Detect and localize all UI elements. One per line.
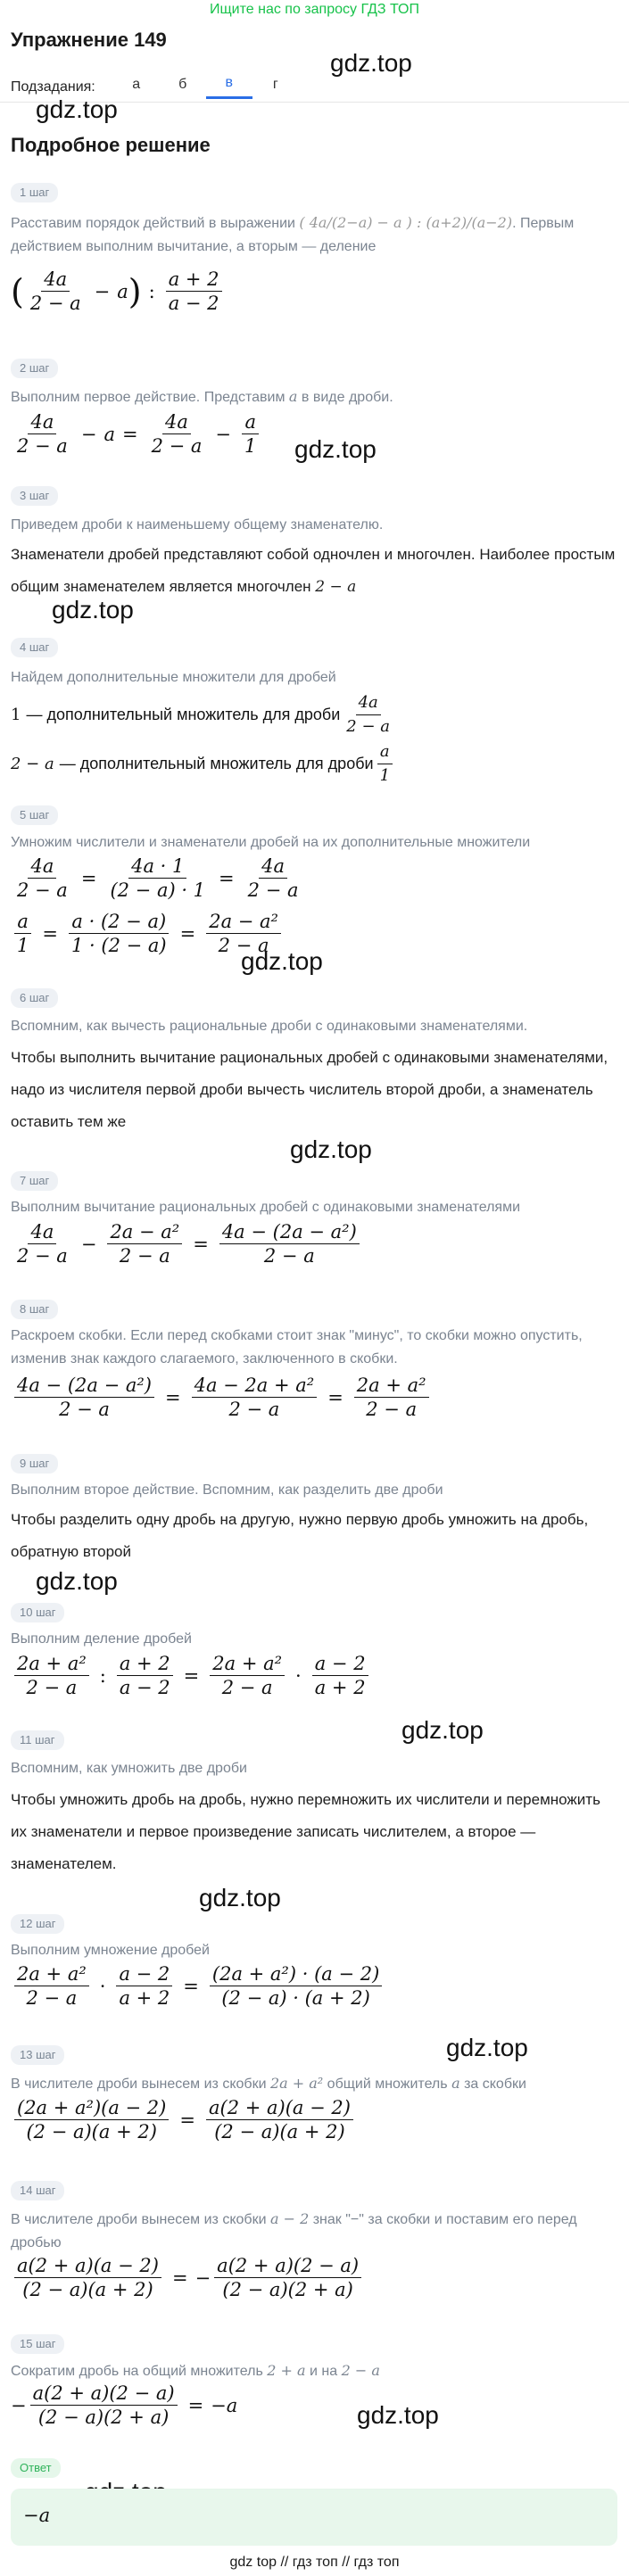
step-badge: 14 шаг (11, 2181, 64, 2200)
step-text: Раскроем скобки. Если перед скобками стоит знак "минус", то скобки можно опустить, изменив знак каждого слагаемого, заключенного в скобки. (11, 1328, 583, 1366)
step5-line2: $\frac{a}{1}$ = $\frac{a \cdot (2 - a)}{1 \cdot (2 - a)}$ = $\frac{\text{2a − a²}}{2 - a}$ (11, 910, 285, 957)
step4-line1: 1 — дополнительный множитель для дроби $\frac{4a}{2 - a}$ (11, 693, 391, 736)
step2-expression: $\frac{4a}{2 - a}$ − a = $\frac{4a}{2 - a}$ − $\frac{a}{1}$ (11, 410, 262, 458)
answer-badge: Ответ (11, 2458, 61, 2478)
watermark: gdz.top (330, 49, 412, 77)
tab-b[interactable]: б (178, 76, 187, 92)
tab-a[interactable]: а (132, 76, 141, 92)
step15-expression: − $\frac{a(2 + a)(2 - a)}{(2 - a)(2 + a)}$ = −a (11, 2382, 238, 2428)
watermark: gdz.top (36, 95, 118, 123)
watermark: gdz.top (199, 1884, 281, 1911)
step-badge: 9 шаг (11, 1454, 58, 1474)
answer-value: −a (23, 2505, 51, 2526)
step-badge: 12 шаг (11, 1914, 64, 1934)
step-badge: 10 шаг (11, 1603, 64, 1622)
step-badge: 7 шаг (11, 1171, 58, 1191)
step-text: Умножим числители и знаменатели дробей на их дополнительные множители (11, 835, 531, 850)
promo-banner[interactable]: Ищите нас по запросу ГДЗ ТОП (210, 2, 419, 17)
step-text: Вспомним, как вычесть рациональные дроби с одинаковыми знаменателями. (11, 1019, 528, 1034)
step-text: Выполним умножение дробей (11, 1943, 210, 1958)
footer-link-gdz-top-ru-2[interactable]: гдз топ (353, 2555, 400, 2570)
footer-link-gdz-top[interactable]: gdz top (229, 2555, 277, 2570)
step-badge: 6 шаг (11, 988, 58, 1008)
step-badge: 2 шаг (11, 359, 58, 378)
step-text: Выполним первое действие. Представим a в виде дроби. (11, 388, 393, 405)
step-badge: 4 шаг (11, 638, 58, 657)
step-text: Выполним второе действие. Вспомним, как разделить две дроби (11, 1482, 443, 1498)
step8-expression: $\frac{\text{4a − (2a − a²)}}{2 - a}$ = $\frac{\text{4a − 2a + a²}}{2 - a}$ = $\frac{\text{2a + a²}}{2 - a}$ (11, 1374, 433, 1421)
step-text: В числителе дроби вынесем из скобки a − 2 знак "−" за скобки и поставим его перед дробью (11, 2210, 577, 2250)
step-badge: 1 шаг (11, 183, 58, 202)
step-badge: 5 шаг (11, 805, 58, 825)
step-text: В числителе дроби вынесем из скобки 2a + a² общий множитель a за скобки (11, 2075, 526, 2092)
step5-line1: $\frac{4a}{2 - a}$ = $\frac{4a \cdot 1}{(2 - a) \cdot 1}$ = $\frac{4a}{2 - a}$ (17, 855, 299, 901)
watermark: gdz.top (36, 1567, 118, 1595)
step-text: Сократим дробь на общий множитель 2 + a и на 2 − a (11, 2362, 380, 2379)
step-badge: 11 шаг (11, 1730, 64, 1750)
step-text: Выполним вычитание рациональных дробей с одинаковыми знаменателями (11, 1200, 521, 1215)
step-text: Расставим порядок действий в выражении ( 4a/(2−a) − a ) : (a+2)/(a−2). Первым действием выполним вычитание, а вторым — деление (11, 214, 575, 254)
step7-expression: $\frac{4a}{2 - a}$ − $\frac{\text{2a − a²}}{2 - a}$ = $\frac{\text{4a − (2a − a²)}}{2 - a}$ (11, 1220, 363, 1267)
step4-line2: 2 − a — дополнительный множитель для дроби $\frac{a}{1}$ (11, 740, 396, 788)
answer-box (11, 2489, 617, 2546)
step10-expression: $\frac{\text{2a + a²}}{2 - a}$ : $\frac{a + 2}{a - 2}$ = $\frac{\text{2a + a²}}{2 - a}$ · $\frac{a - 2}{a + 2}$ (11, 1652, 372, 1699)
watermark: gdz.top (52, 596, 134, 623)
watermark: gdz.top (357, 2401, 439, 2429)
watermark: gdz.top (241, 947, 323, 975)
watermark: gdz.top (446, 2034, 528, 2061)
step-text: Найдем дополнительные множители для дробей (11, 670, 336, 685)
step-para: Чтобы умножить дробь на дробь, нужно перемножить их числители и перемножить их знаменатели и первое произведение записать числителем, а второе — знаменателем. (11, 1791, 600, 1872)
watermark: gdz.top (290, 1135, 372, 1163)
subtasks-label: Подзадания: (11, 78, 95, 95)
watermark: gdz.top (401, 1716, 484, 1744)
step-para: Чтобы разделить одну дробь на другую, нужно первую дробь умножить на дробь, обратную второй (11, 1511, 589, 1560)
tab-v[interactable]: в (206, 75, 252, 99)
step-badge: 3 шаг (11, 486, 58, 506)
tab-g[interactable]: г (272, 76, 278, 92)
page-title: Упражнение 149 (11, 29, 167, 51)
step14-expression: $\frac{a(2 + a)(a - 2)}{(2 - a)(a + 2)}$ = − $\frac{a(2 + a)(2 - a)}{(2 - a)(2 + a)}$ (11, 2254, 365, 2301)
step-text: Выполним деление дробей (11, 1631, 192, 1647)
step12-expression: $\frac{\text{2a + a²}}{2 - a}$ · $\frac{a - 2}{a + 2}$ = $\frac{\text{(2a + a²) · (a − 2)}}{(2 - a) \cdot (a + 2)}$ (11, 1962, 385, 2010)
step-text: Приведем дроби к наименьшему общему знаменателю. (11, 517, 384, 533)
footer-link-gdz-top-ru[interactable]: гдз топ (292, 2555, 338, 2570)
watermark: gdz.top (294, 435, 377, 463)
step-text: Вспомним, как умножить две дроби (11, 1761, 247, 1776)
step-badge: 8 шаг (11, 1300, 58, 1319)
step1-expression: ( $\frac{4a}{2 - a}$ − a ) : $\frac{a + 2}{a - 2}$ (11, 268, 226, 315)
step13-expression: $\frac{\text{(2a + a²)(a − 2)}}{(2 - a)(a + 2)}$ = $\frac{a(2 + a)(a - 2)}{(2 - a)(a + 2)}$ (11, 2096, 357, 2143)
section-title: Подробное решение (11, 134, 211, 156)
footer-links: gdz top // гдз топ // гдз топ (229, 2555, 400, 2570)
step-para: Знаменатели дробей представляют собой одночлен и многочлен. Наиболее простым общим знаменателем является многочлен 2 − a (11, 546, 616, 596)
step-badge: 13 шаг (11, 2045, 64, 2065)
step-para: Чтобы выполнить вычитание рациональных дробей с одинаковыми знаменателями, надо из числителя первой дроби вычесть числитель второй дроби, а знаменатель оставить тем же (11, 1049, 608, 1130)
step-badge: 15 шаг (11, 2334, 64, 2354)
